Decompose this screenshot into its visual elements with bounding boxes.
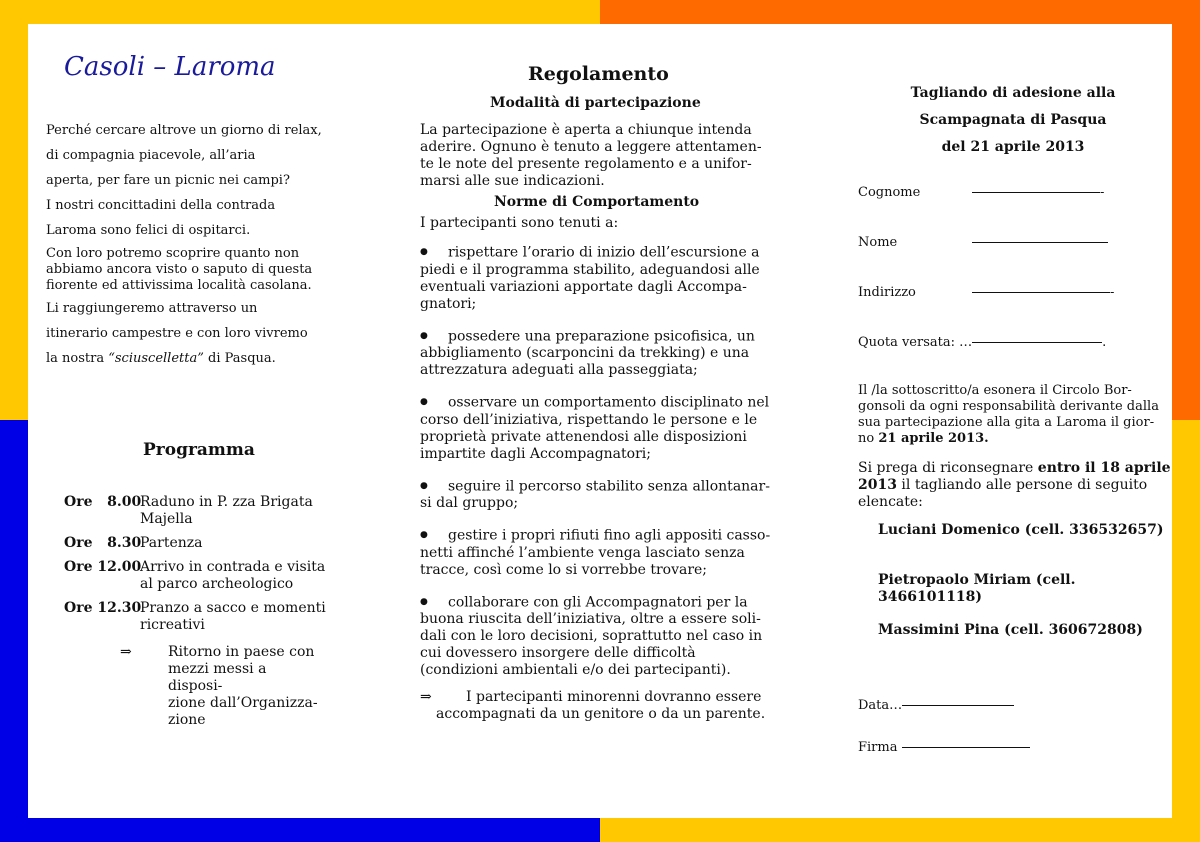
return-instructions: Si prega di riconsegnare entro il 18 aprile 2013 il tagliando alle persone di seguito elencate:	[858, 460, 1171, 510]
frame-left-yellow	[0, 0, 28, 420]
intro-text: Perché cercare altrove un giorno di relax, di compagnia piacevole, all’aria aperta, per fare un picnic nei campi? I nostri concittadini della contrada Laroma sono felici di ospitarci. Con loro potremo scoprire quanto non abbiamo ancora visto o saputo di questa fiorente ed attivissima località casolana. Li raggiungeremo attraverso un itinerario campestre e con loro vivremo la nostra “sciuscelletta” di Pasqua.	[46, 123, 322, 366]
field-quota[interactable]: Quota versata: … .	[858, 335, 1107, 350]
contacts-list	[878, 522, 1168, 639]
arrow-icon: ⇒	[120, 644, 132, 660]
rule-item: ● collaborare con gli Accompagnatori per la buona riuscita dell’iniziativa, oltre a essere soli- dali con le loro decisioni, soprattutto nel caso in cui dovessero insorgere delle difficoltà (condizioni ambientali e/o dei partecipanti).	[420, 594, 763, 678]
field-indirizzo[interactable]: Indirizzo -	[858, 285, 1115, 300]
rule-item: ● seguire il percorso stabilito senza allontanar- si dal gruppo;	[420, 478, 770, 511]
program-item: Ore 12.00 Arrivo in contrada e visita al parco archeologico	[64, 559, 326, 592]
field-nome[interactable]: Nome	[858, 234, 1158, 284]
contact-item: Pietropaolo Miriam (cell. 3466101118)	[878, 572, 1076, 605]
field-cognome[interactable]: Cognome -	[858, 185, 1105, 200]
contact-item: Massimini Pina (cell. 360672808)	[878, 622, 1143, 638]
disclaimer-text: Il /la sottoscritto/a esonera il Circolo Bor- gonsoli da ogni responsabilità derivante dalla sua partecipazione alla gita a Laroma il gior- no 21 aprile 2013.	[858, 383, 1159, 446]
field-firma[interactable]: Firma	[858, 739, 1030, 756]
subtitle-modalita: Modalità di partecipazione	[490, 95, 701, 111]
rule-item: ● rispettare l’orario di inizio dell’escursione a piedi e il programma stabilito, adeguandosi alle eventuali variazioni apportate dagli Accompa- gnatori;	[420, 244, 760, 312]
field-data[interactable]: Data…	[858, 697, 1014, 714]
contact-item: Luciani Domenico (cell. 336532657)	[878, 522, 1164, 538]
program-item: Ore 8.00 Raduno in P. zza Brigata Majella	[64, 494, 313, 527]
regolamento-title: Regolamento	[528, 63, 669, 85]
frame-left-blue	[0, 420, 28, 842]
frame-top-yellow	[0, 0, 600, 24]
rule-item: ● gestire i propri rifiuti fino agli appositi casso- netti affinché l’ambiente venga lasciato senza tracce, così come lo si vorrebbe trovare;	[420, 527, 771, 578]
coupon-fields	[858, 184, 1158, 374]
frame-right-orange	[1172, 0, 1200, 420]
program-return: ⇒ Ritorno in paese con mezzi messi a disposi- zione dall’Organizza- zione	[64, 644, 364, 729]
program-item: Ore 12.30 Pranzo a sacco e momenti ricreativi	[64, 600, 326, 633]
rule-final: ⇒ I partecipanti minorenni dovranno essere accompagnati da un genitore o da un parente.	[420, 689, 766, 722]
frame-bottom-blue	[0, 818, 600, 842]
program-list	[64, 494, 364, 729]
frame-top-orange	[600, 0, 1200, 24]
regolamento-body: La partecipazione è aperta a chiunque intenda aderire. Ognuno è tenuto a leggere attentamen- te le note del presente regolamento e a unifor- marsi alle sue indicazioni. Norme di Comportamento I partecipanti sono tenuti a: ● rispettare l’orario di inizio dell’escursione a piedi e il programma stabilito, adeguandosi alle eventuali variazioni apportate dagli Accompa- gnatori; ● possedere una preparazione psicofisica, un abbigliamento (scarponcini da trekking) e una attrezzatura adeguati alla passeggiata; ● osservare un comportamento disciplinato nel corso dell’iniziativa, rispettando le persone e le proprietà private attenendosi alle disposizioni impartite dagli Accompagnatori; ● seguire il percorso stabilito senza allontanar- si dal gruppo; ● gestire i propri rifiuti fino agli appositi casso- netti affinché l’ambiente venga lasciato senza tracce, così come lo si vorrebbe trovare; ● collaborare con gli Accompagnatori per la buona riuscita dell’iniziativa, oltre a essere soli- dali con le loro decisioni, soprattutto nel caso in cui dovessero insorgere delle difficoltà (condizioni ambientali e/o dei partecipanti). ⇒ I partecipanti minorenni dovranno essere accompagnati da un genitore o da un parente.	[420, 122, 790, 723]
subtitle-norme: Norme di Comportamento	[494, 194, 700, 210]
rule-item: ● osservare un comportamento disciplinato nel corso dell’iniziativa, rispettando le persone e le proprietà private attenendosi alle disposizioni impartite dagli Accompagnatori;	[420, 394, 770, 462]
frame-bottom-yellow	[600, 818, 1200, 842]
program-item: Ore 8.30 Partenza	[64, 535, 203, 551]
arrow-icon: ⇒	[420, 689, 432, 705]
programma-title: Programma	[143, 440, 255, 460]
left-title: Casoli – Laroma	[64, 52, 276, 82]
rule-item: ● possedere una preparazione psicofisica, un abbigliamento (scarponcini da trekking) e una attrezzatura adeguati alla passeggiata;	[420, 328, 755, 378]
coupon-title: Tagliando di adesione alla Scampagnata di Pasqua del 21 aprile 2013	[910, 85, 1116, 155]
